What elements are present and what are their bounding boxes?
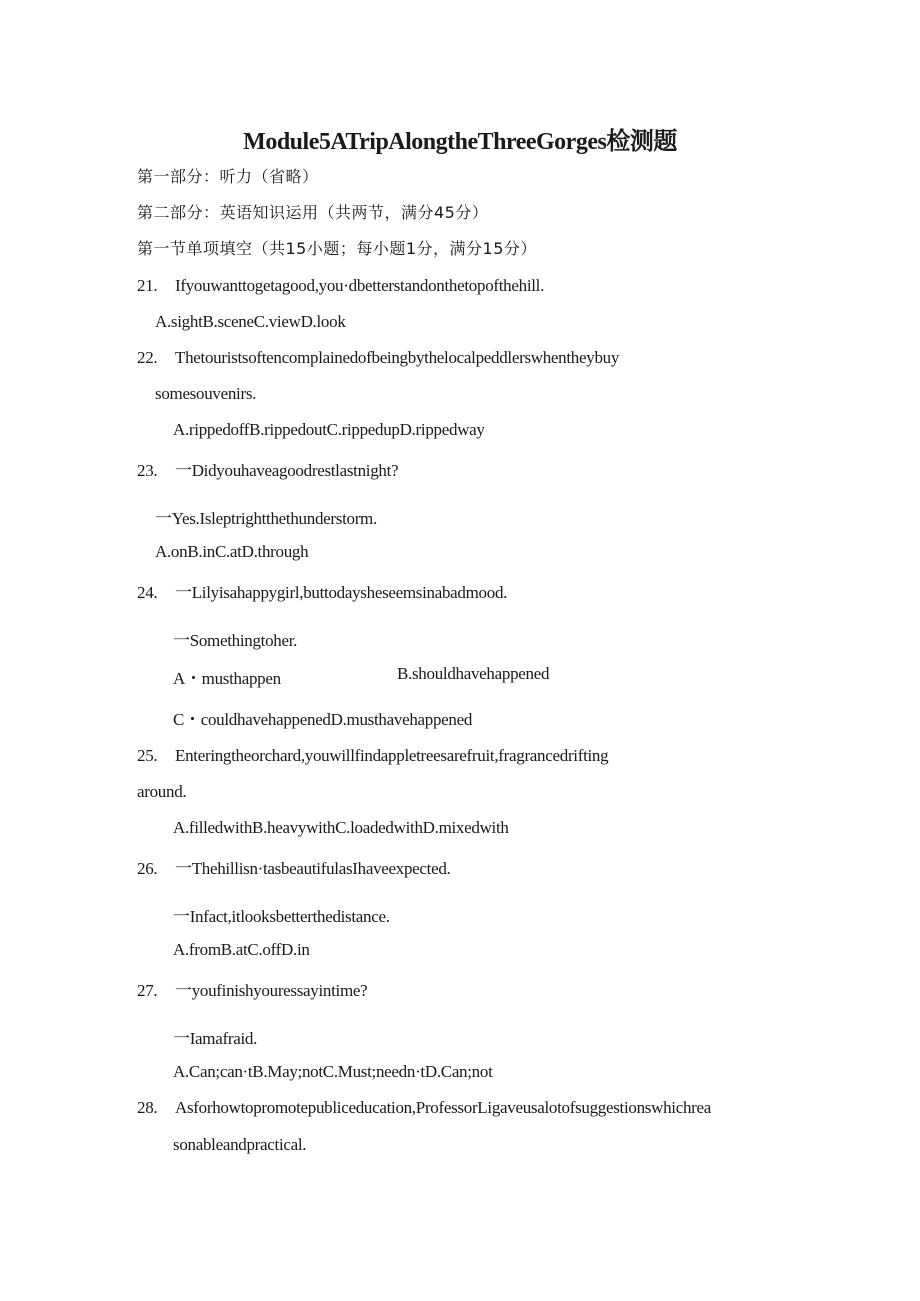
question-text: Thetouristsoftencomplainedofbeingbythelocalpeddlerswhentheybuy: [175, 348, 620, 367]
question-22: [137, 348, 619, 368]
question-24-option-a: A・musthappen: [173, 669, 281, 688]
question-text: Enteringtheorchard,youwillfindappletreesarefruit,fragrancedrifting: [175, 746, 609, 765]
question-text: 一Lilyisahappygirl,buttodaysheseemsinabadmood.: [175, 583, 508, 602]
question-number: 25.: [137, 746, 158, 765]
question-25-options: A.filledwithB.heavywithC.loadedwithD.mixedwith: [173, 818, 509, 837]
question-22-continuation: somesouvenirs.: [155, 384, 257, 403]
question-number: 22.: [137, 348, 158, 367]
question-25-continuation: around.: [137, 782, 187, 801]
section-english-knowledge: 第二部分：英语知识运用（共两节，满分45分）: [137, 203, 489, 222]
question-text: 一Didyouhaveagoodrestlastnight?: [175, 461, 399, 480]
question-number: 28.: [137, 1098, 158, 1117]
question-24: [137, 578, 507, 603]
question-28: [137, 1098, 711, 1118]
section-single-choice: 第一节单项填空（共15小题；每小题1分，满分15分）: [137, 239, 537, 258]
question-21-options: A.sightB.sceneC.viewD.look: [155, 312, 346, 331]
question-26-options: A.fromB.atC.offD.in: [173, 940, 310, 959]
question-24-option-b: B.shouldhavehappened: [397, 664, 550, 683]
question-23-reply: 一Yes.Isleptrightthethunderstorm.: [155, 509, 377, 528]
question-text: Ifyouwanttogetagood,you·dbetterstandonthetopofthehill.: [175, 276, 545, 295]
question-number: 26.: [137, 859, 158, 878]
question-22-options: A.rippedoffB.rippedoutC.rippedupD.rippedway: [173, 420, 485, 439]
question-23-options: A.onB.inC.atD.through: [155, 542, 309, 561]
question-21: [137, 276, 544, 296]
question-number: 23.: [137, 461, 158, 480]
question-24-reply: 一Somethingtoher.: [173, 631, 298, 650]
question-27-reply: 一Iamafraid.: [173, 1029, 258, 1048]
question-text: Asforhowtopromotepubliceducation,ProfessorLigaveusalotofsuggestionswhichrea: [175, 1098, 712, 1117]
question-text: 一Thehillisn·tasbeautifulasIhaveexpected.: [175, 859, 451, 878]
question-25: [137, 746, 608, 766]
question-24-options-cd: C・couldhavehappenedD.musthavehappened: [173, 710, 473, 729]
question-number: 24.: [137, 583, 158, 602]
question-23: [137, 456, 398, 481]
question-26-reply: 一Infact,itlooksbetterthedistance.: [173, 907, 390, 926]
question-number: 21.: [137, 276, 158, 295]
page-title: Module5ATripAlongtheThreeGorges检测题: [243, 129, 677, 155]
question-27-options: A.Can;can·tB.May;notC.Must;needn·tD.Can;not: [173, 1062, 493, 1081]
question-26: [137, 854, 450, 879]
question-28-continuation: sonableandpractical.: [173, 1135, 307, 1154]
question-number: 27.: [137, 981, 158, 1000]
question-27: [137, 976, 367, 1001]
question-text: 一youfinishyouressayintime?: [175, 981, 368, 1000]
section-listening: 第一部分：听力（省略）: [137, 167, 319, 186]
